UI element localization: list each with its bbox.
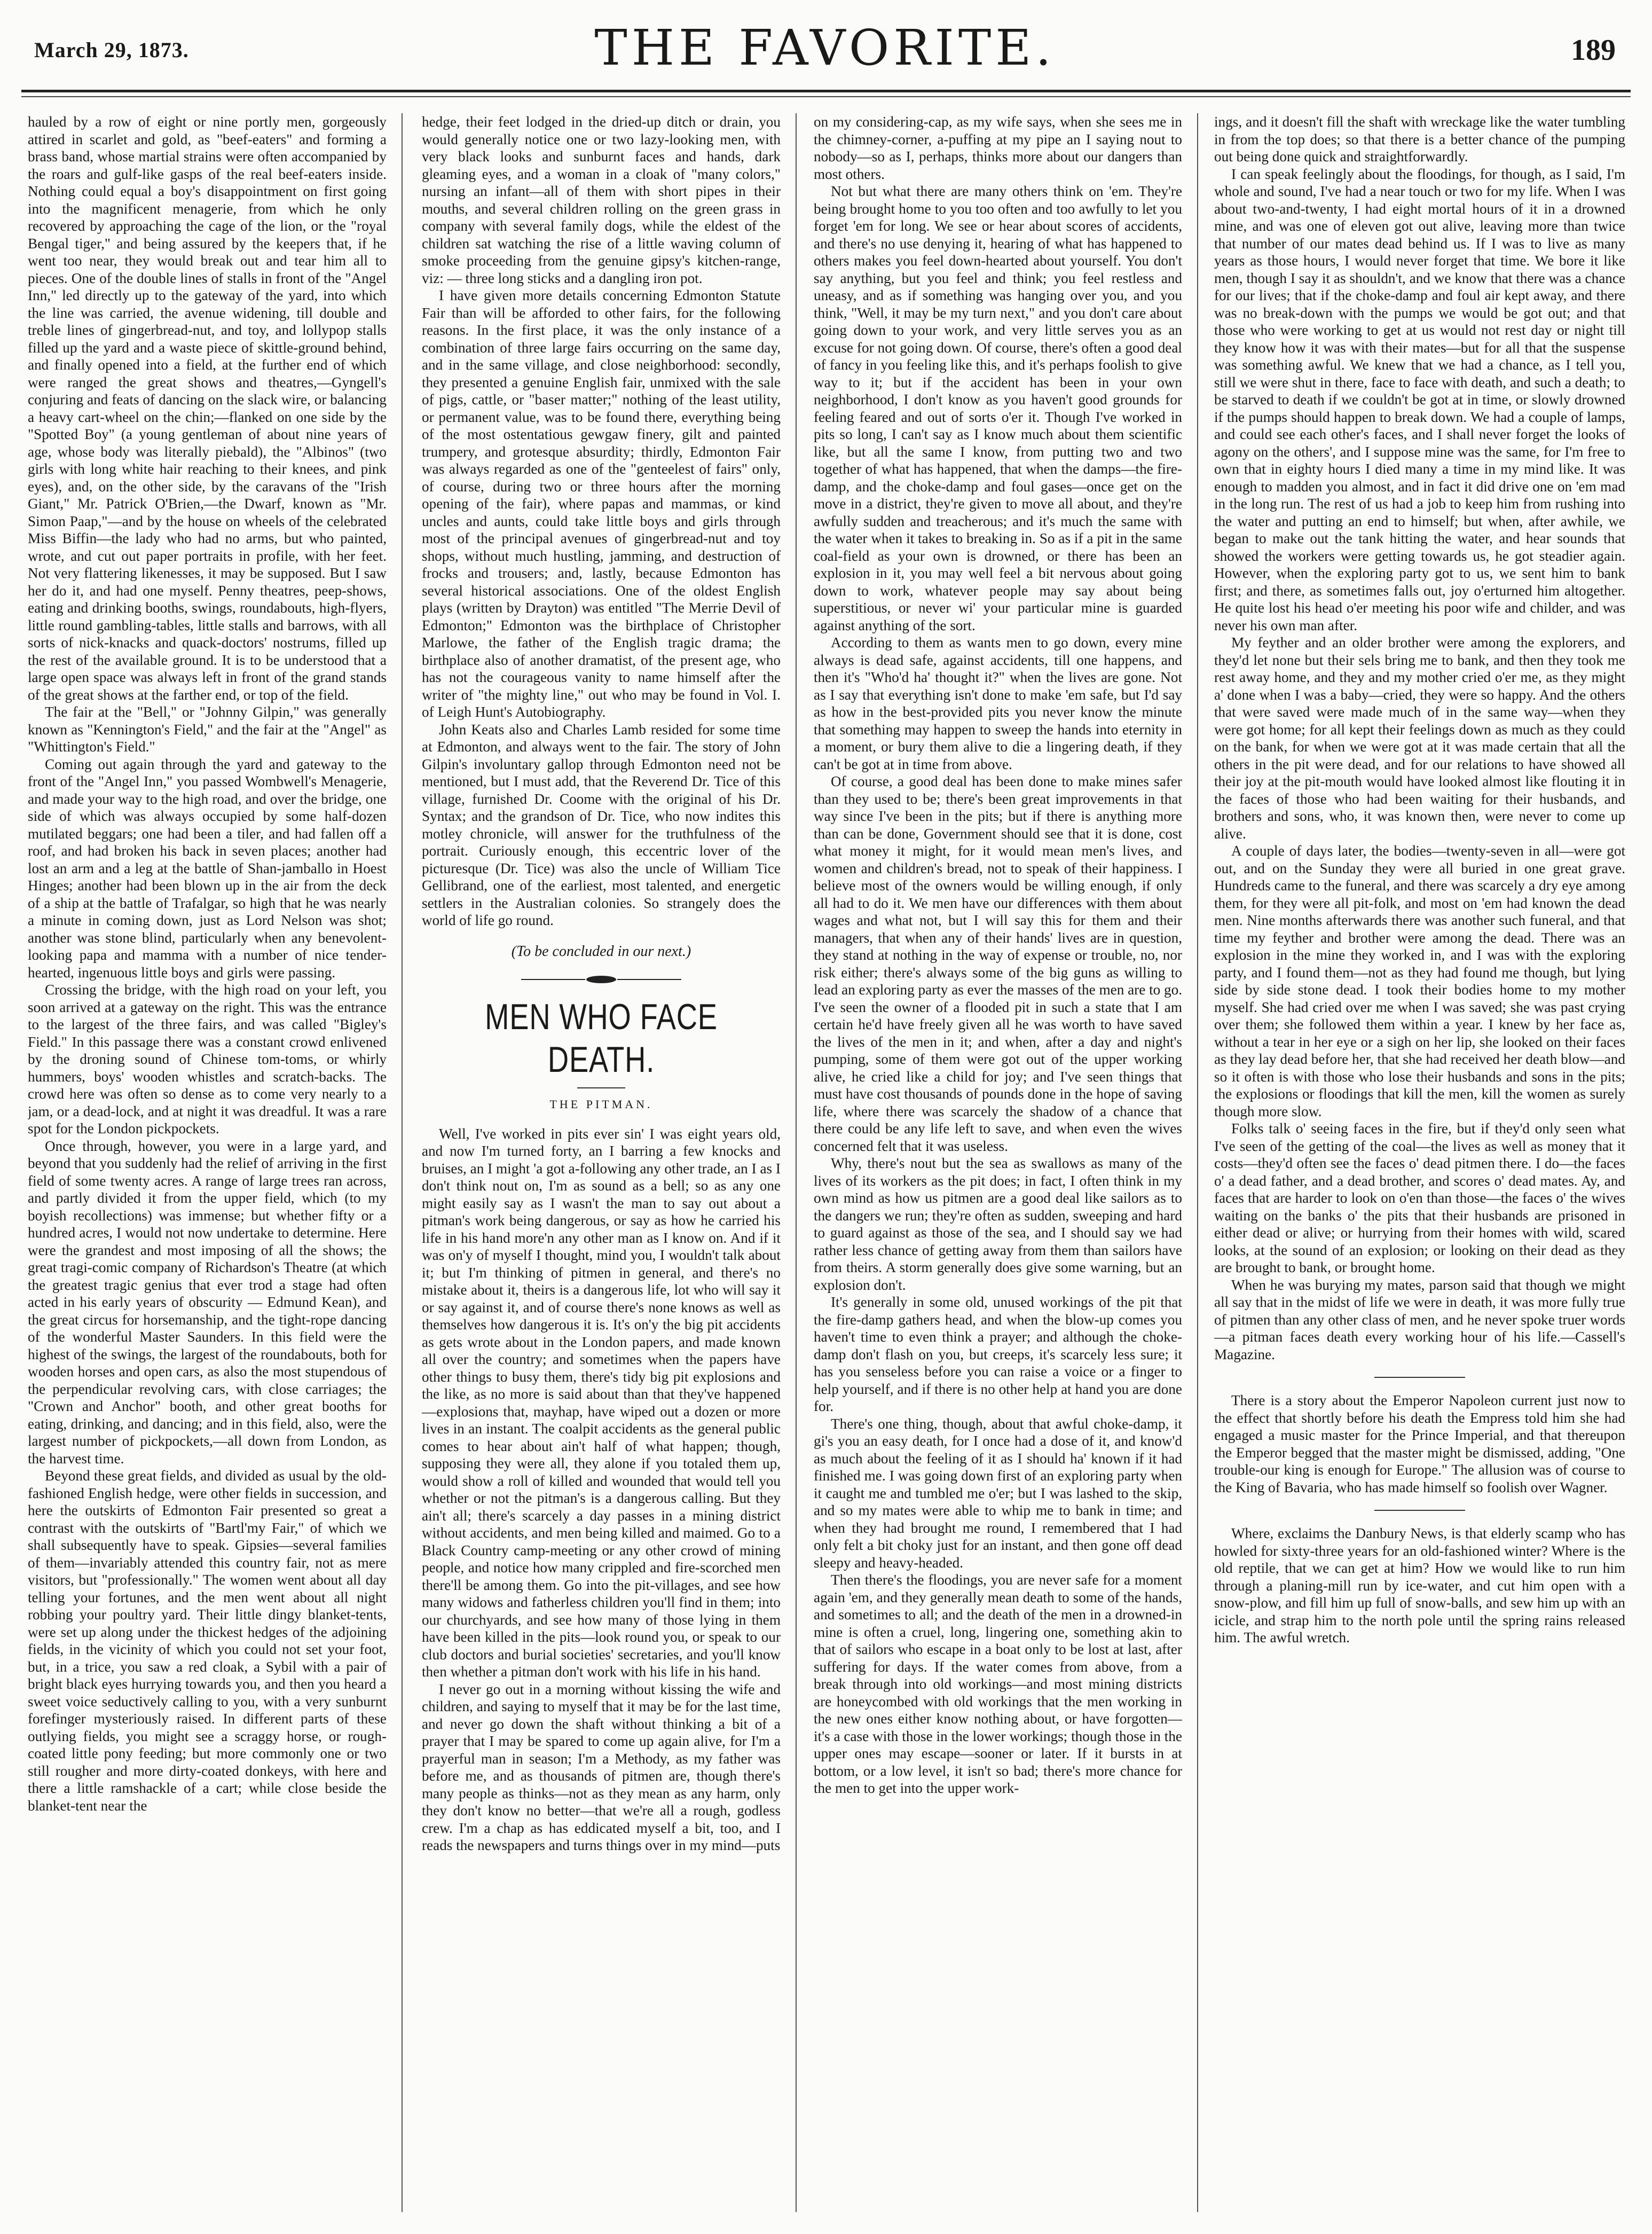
column-divider-3: [1197, 113, 1198, 2212]
paragraph: I can speak feelingly about the floodings, for though, as I said, I'm whole and sound, I've had a near touch or two for my life. When I was about two-and-twenty, I had eight mortal hours of it in a drowned mine, and was one of eleven got out alive, leaving more than twice that number of our mates dead behind us. If I was to live as many years as those hours, I would never forget that time. We bore it like men, though I say it as shouldn't, and we know that there was a chance for our lives; that if the choke-damp and foul air kept away, and there was no break-down with the pumps we would be got out; and that those who were working to get at us would not rest day or night till they know how it was with their mates—but for all that the suspense was something awful. We knew that we had a chance, as I tell you, still we were shut in there, face to face with death, and such a death; to be starved to death if we couldn't be got at in time, or slowly drowned if the pumps should happen to break down. We had a couple of lamps, and could see each other's faces, and I shall never forget the looks of agony on the others', and I suppose mine was the same, for I'm free to own that in eighty hours I died many a time in my mind like. It was enough to madden you almost, and in fact it did drive one on 'em mad in the long run. The rest of us had a job to keep him from rushing into the water and putting an end to himself; but when, after awhile, we began to make out the tank hitting the water, and hear sounds that showed the workers were getting towards us, he got steadier again. However, when the exploring party got to us, we sent him to bank first; and there, as sometimes falls out, joy o'erturned him altogether. He quite lost his head o'er meeting his poor wife and childer, and was never his own man after.: [1214, 166, 1625, 633]
column-divider-1: [402, 113, 403, 2212]
ornament-divider-icon: [521, 974, 681, 985]
paragraph: Folks talk o' seeing faces in the fire, but if they'd only seen what I've seen of the getting of the coal—the lives as well as money that it costs—they'd often see the faces o' dead pitmen there. I do—the faces o' a dead father, and a dead brother, and scores o' dead mates. Ay, and faces that are harder to look on o'en than those—the faces o' the wives waiting on the banks o' the pits that their husbands are prisoned in either dead or alive; or hurrying from their homes with wild, scared looks, at the sound of an explosion; or looking on their dead as they are brought to bank, or brought home.: [1214, 1120, 1625, 1275]
paragraph: Once through, however, you were in a large yard, and beyond that you suddenly had the relief of arriving in the first field of some twenty acres. A range of large trees ran across, and partly divided it from the upper field, which (to my boyish recollections) was immense; but whether fifty or a hundred acres, I would not now undertake to determine. Here were the grandest and most imposing of all the shows; the great tragi-comic company of Richardson's Theatre (at which the greatest tragic genius that ever trod a stage had often acted in his early years of obscurity — Edmund Kean), and the great circus for horsemanship, and the tight-rope dancing of the wonderful Master Saunders. In this field were the highest of the swings, the largest of the roundabouts, both for wooden horses and open cars, as also the most stupendous of the perpendicular revolving cars, with close carriages; the "Crown and Anchor" booth, and other great booths for eating, drinking, and dancing; and in this field, also, were the largest number of pickpockets,—all down from London, as the harvest time.: [28, 1138, 387, 1467]
paragraph: My feyther and an older brother were among the explorers, and they'd let none but their sels bring me to bank, and then they took me rest away home, and they and my mother cried o'er me, as they might a' done when I was a baby—cried, they were so happy. And the others that were saved were made much of in the same way—when they were got home; for all kept their feelings down as much as they could on the bank, for when we were got at it was made certain that all the others in the pit were dead, and for our relations to have showed all their joy at the pit-mouth would have looked almost like flouting it in the faces of those who had been waiting for their husbands, and brothers and sons, who, it was known then, were never to come up alive.: [1214, 634, 1625, 842]
paragraph: When he was burying my mates, parson said that though we might all say that in the midst of life we were in death, it was more fully true of pitmen than any other class of men, and he never spoke truer words—a pitman faces death every working hour of his life.—Cassell's Magazine.: [1214, 1276, 1625, 1362]
paragraph: It's generally in some old, unused workings of the pit that the fire-damp gathers head, and when the blow-up comes you haven't time to even think a prayer; and although the choke-damp don't flash on you, but creeps, it's scarcely less sure; it has you senseless before you can raise a voice or a finger to help yourself, and if there is no other help at hand you are done for.: [814, 1294, 1182, 1414]
paragraph: The fair at the "Bell," or "Johnny Gilpin," was generally known as "Kennington's Field," and the fair at the "Angel" as "Whittington's Field.": [28, 704, 387, 755]
column-divider-2: [796, 113, 797, 2212]
paragraph: Of course, a good deal has been done to make mines safer than they used to be; there's been great improvements in that way since I've been in the pits; but if there is anything more than can be done, Government should see that it is done, cost what money it might, for it would mean men's lives, and women and children's bread, not to speak of their happiness. I believe most of the owners would be willing enough, if only all had to do it. We men have our differences with them about wages and what not, but I will say this for them and their managers, that when any of their hands' lives are in question, they stand at nothing in the way of expense or trouble, no, nor risk either; there's always some of the big guns as willing to lead an exploring party as ever the masses of the men are to go. I've seen the owner of a flooded pit in such a state that I am certain he'd have freely given all he was worth to have saved the lives of the men in it; and when, after a day and night's pumping, some of them were got out of the upper working alive, he cried like a child for joy; and I've seen things that must have cost thousands of pounds done in the hope of saving life, where there was scarcely the shadow of a chance that there could be any life left to save, and when even the wives concerned felt that it was useless.: [814, 773, 1182, 1154]
paragraph: I have given more details concerning Edmonton Statute Fair than will be afforded to other fairs, for the following reasons. In the first place, it was the only instance of a combination of three large fairs occurring on the same day, and in the same village, and close neighborhood: secondly, they presented a genuine English fair, unmixed with the sale of pigs, cattle, or "baser matter;" nothing of the least utility, or permanent value, was to be found there, everything being of the most ostentatious gewgaw finery, gilt and painted trumpery, and grotesque absurdity; thirdly, Edmonton Fair was always regarded as one of the "genteelest of fairs" only, of course, during two or three hours after the morning opening of the fair), where papas and mammas, or kind uncles and aunts, could take little boys and girls through most of the principal avenues of gingerbread-nut and toy shops, without much hustling, jamming, and destruction of frocks and trousers; and, lastly, because Edmonton has several historical associations. One of the oldest English plays (written by Drayton) was entitled "The Merrie Devil of Edmonton;" Edmonton was the birthplace of Christopher Marlowe, the father of the English tragic drama; the birthplace also of another dramatist, of the present age, who has not the courageous vanity to name himself after the writer of "the mighty line," out who may be found in Vol. I. of Leigh Hunt's Autobiography.: [422, 287, 781, 720]
paragraph: There is a story about the Emperor Napoleon current just now to the effect that shortly before his death the Empress told him she had engaged a music master for the Prince Imperial, and that thereupon the Emperor begged that the master might be dismissed, adding, "One trouble-our king is enough for Europe." The allusion was of course to the King of Bavaria, who has made himself so foolish over Wagner.: [1214, 1392, 1625, 1495]
masthead: [21, 10, 1629, 90]
masthead-rule-bottom: [21, 96, 1631, 97]
article-subhead: THE PITMAN.: [549, 1098, 653, 1111]
newspaper-title: THE FAVORITE.: [594, 19, 1056, 76]
paragraph: hedge, their feet lodged in the dried-up ditch or drain, you would generally notice one or two lazy-looking men, with very black looks and sunburnt faces and hands, dark gleaming eyes, and a woman in a cloak of "many colors," nursing an infant—all of them with short pipes in their mouths, and several children rolling on the green grass in company with several family dogs, while the eldest of the children sat watching the rise of a little waving column of smoke proceeding from the genuine gipsy's kitchen-range, viz: — three long sticks and a dangling iron pot.: [422, 114, 781, 286]
paragraph: A couple of days later, the bodies—twenty-seven in all—were got out, and on the Sunday they were all buried in one great grave. Hundreds came to the funeral, and there was scarcely a dry eye among them, for they were all pit-folk, and most on 'em had known the dead men. Nine months afterwards there was another such funeral, and that time my feyther and brother were among the dead. There was an explosion in the mine they worked in, and I was with the exploring party, and I found them—not as they had found me though, but lying side by side stone dead. I took their bodies home to my mother myself. She had cried over me when I was saved; she was past crying over them; she followed them within a year. I knew by her face as, without a tear in her eye or a sigh on her lip, she looked on their faces as they lay dead before her, that she had received her death blow—and so it often is with those who lose their husbands and sons in the pits; the explosions or floodings that kill the men, kill the women as surely though more slow.: [1214, 843, 1625, 1119]
paragraph: on my considering-cap, as my wife says, when she sees me in the chimney-corner, a-puffing at my pipe an I saying nout to nobody—so as I, perhaps, thinks more about our dangers than most others.: [814, 114, 1182, 182]
issue-date: March 29, 1873.: [34, 38, 189, 62]
paragraph: Then there's the floodings, you are never safe for a moment again 'em, and they generally mean death to some of the hands, and sometimes to all; and the death of the men in a drowned-in mine is often a cruel, long, lingering one, something akin to that of sailors who escape in a boat only to be lost at last, after suffering for days. If the water comes from above, from a break through into old workings—and most mining districts are honeycombed with old workings that the men working in the new ones either know nothing about, or have forgotten—it's a case with those in the lower workings; though those in the upper ones may escape—sooner or later. If it bursts in at bottom, or a low level, it isn't so bad; there's more chance for the men to get into the upper work-: [814, 1572, 1182, 1796]
masthead-rule-top: [21, 90, 1631, 92]
paragraph: Beyond these great fields, and divided as usual by the old-fashioned English hedge, were other fields in succession, and here the outskirts of Edmonton Fair presented so great a contrast with the outskirts of "Bartl'my Fair," of which we shall subsequently have to speak. Gipsies—several families of them—invariably attended this country fair, not as mere visitors, but "professionally." The women went about all day telling your fortunes, and the men went about all night robbing your poultry yard. Their little dingy blanket-tents, were set up along under the thickest hedges of the adjoining fields, in the vicinity of which you could not set your foot, but, in a trice, you saw a red cloak, a Sybil with a pair of bright black eyes hurrying towards you, and then you heard a sweet voice seductively calling to you, with a very sunburnt forefinger mysteriously raised. In different parts of these outlying fields, you might see a scraggy horse, or rough-coated little pony feeding; but more commonly one or two still rougher and more dirty-coated donkeys, with here and there a little ramshackle of a cart; while close beside the blanket-tent near the: [28, 1468, 387, 1814]
paragraph: ings, and it doesn't fill the shaft with wreckage like the water tumbling in from the top does; so that there is a better chance of the pumping out being done quick and straightforwardly.: [1214, 114, 1625, 164]
title-rule: [577, 1087, 625, 1088]
paragraph: Not but what there are many others think on 'em. They're being brought home to you too often and too awfully to let you forget 'em for long. We see or hear about scores of accidents, and there's no use denying it, hearing of what has happened to others makes you feel down-hearted about yourself. You don't say anything, but you feel and think; you feel restless and uneasy, and as if something was hanging over you, and you think, "Well, it may be my turn next," and you don't care about going down to your work, and very little serves you as an excuse for not going down. Of course, there's often a good deal of fancy in you feeling like this, and it's perhaps foolish to give way to it; but if the accident has been in your own neighborhood, I don't know as you haven't good grounds for feeling feared and out of sorts o'er it. Though I've worked in pits so long, I can't say as I know much about them scientific like, but all the same I know, from putting two and two together of what has happened, that when the damps—the fire-damp, and the choke-damp and foul gases—once get on the move in a district, they're given to move all about, and they're awfully sudden and treacherous; and it's much the same with the water when it takes to breaking in. So as if a pit in the same coal-field as your own is drowned, or there has been an explosion in it, you may well feel a bit nervous about going down to work, whatever people may say about being superstitious, or never wi' your particular mine is guarded against anything of the sort.: [814, 183, 1182, 633]
paragraph: John Keats also and Charles Lamb resided for some time at Edmonton, and always went to the fair. The story of John Gilpin's involuntary gallop through Edmonton need not be mentioned, but I must add, that the Reverend Dr. Tice of this village, furnished Dr. Coome with the original of his Dr. Syntax; and the grandson of Dr. Tice, who now indites this motley chronicle, will answer for the truthfulness of the portrait. Curiously enough, this eccentric lover of the picturesque (Dr. Tice) was also the uncle of William Tice Gellibrand, one of the earliest, most talented, and energetic settlers in the Australian colonies. So strangely does the world of life go round.: [422, 721, 781, 928]
paragraph: Where, exclaims the Danbury News, is that elderly scamp who has howled for sixty-three years for an old-fashioned winter? Where is the old reptile, that we can get at him? How we would like to run him through a planing-mill run by ice-water, and cut him open with a snow-plow, and fill him up full of snow-balls, and sew him up with an icicle, and strap him to the north pole until the spring rains released him. The awful wretch.: [1214, 1525, 1625, 1645]
paragraph: There's one thing, though, about that awful choke-damp, it gi's you an easy death, for I once had a dose of it, and know'd as much about the feeling of it as I should ha' known if it had finished me. I was going down first of an exploring party when it caught me and tumbled me o'er; but I was lashed to the skip, and so my mates were able to whip me to bank in time; and when they had brought me round, I remembered that I had only felt a bit choky just for an instant, and then gone off dead sleepy and heavy-headed.: [814, 1415, 1182, 1571]
paragraph: hauled by a row of eight or nine portly men, gorgeously attired in scarlet and gold, as "beef-eaters" and forming a brass band, whose martial strains were often accompanied by the roars and gulf-like gasps of the real beef-eaters inside. Nothing could equal a boy's disappointment on first going into the magnificent menagerie, from which he only recovered by approaching the cage of the lion, or the "royal Bengal tiger," and being assured by the keepers that, if he went too near, they would break out and tear him all to pieces. One of the double lines of stalls in front of the "Angel Inn," led directly up to the gateway of the yard, into which the line was carried, the avenue widening, till double and treble lines of gingerbread-nut, and toy, and lollypop stalls filled up the yard and a waste piece of skittle-ground behind, and finally opened into a field, at the further end of which were ranged the great shows and theatres,—Gyngell's conjuring and feats of dancing on the slack wire, or balancing a heavy cart-wheel on the chin;—flanked on one side by the "Spotted Boy" (a young gentleman of about nine years of age, whose body was literally piebald), the "Albinos" (two girls with long white hair reaching to their knees, and pink eyes), and, on the other side, by the caravans of the "Irish Giant," Mr. Patrick O'Brien,—the Dwarf, known as "Mr. Simon Paap,"—and by the house on wheels of the celebrated Miss Biffin—the lady who had no arms, but who painted, wrote, and cut out paper portraits in profile, with her feet. Not very flattering likenesses, it may be supposed. But I saw her do it, and had one myself. Penny theatres, peep-shows, eating and drinking booths, swings, roundabouts, high-flyers, little round gambling-tables, little stalls and barrows, with all sorts of nick-knacks and quack-doctors' nostrums, filled up the rest of the available ground. It is to be understood that a large open space was always left in front of the grand stands of the great shows at the farther end, or top of the field.: [28, 114, 387, 703]
article-title: MEN WHO FACE DEATH.: [485, 997, 718, 1080]
paragraph: Crossing the bridge, with the high road on your left, you soon arrived at a gateway on the right. This was the entrance to the largest of the three fairs, and was called "Bigley's Field." In this passage there was a constant crowd enlivened by the droning sound of Chinese tom-toms, or whirly hummers, boys' wooden whistles and scratch-backs. The crowd here was often so dense as to come very nearly to a jam, or a dead-lock, and at night it was dreadful. It was a rare spot for the London pickpockets.: [28, 982, 387, 1136]
paragraph: Coming out again through the yard and gateway to the front of the "Angel Inn," you passed Wombwell's Menagerie, and made your way to the high road, and over the bridge, one side of which was always occupied by some half-dozen mutilated beggars; one had been a tiler, and had fallen off a roof, and had broken his back in seven places; another had lost an arm and a leg at the battle of Shan-jamballo in Hoest Hinges; another had been blown up in the air from the deck of a ship at the battle of Trafalgar, so high that he was nearly a minute in coming down, just as Lord Nelson was shot; another was stone blind, particularly when any benevolent-looking papa and mamma with a number of nice tender-hearted, ingenuous little boys and girls were passing.: [28, 756, 387, 981]
paragraph: Well, I've worked in pits ever sin' I was eight years old, and now I'm turned forty, an I barring a few knocks and bruises, an I might 'a got a-following any other trade, an I as I don't think nout on, I'm as sound as a bell; so as any one might easily say as I wasn't the man to say out about a pitman's work being dangerous, or say as how he carried his life in his hand more'n any other man as I know on. And if it was on'y of myself I thought, mind you, I wouldn't talk about it; but I'm thinking of pitmen in general, and there's no mistake about it, theirs is a dangerous life, lot who will say it or say against it, and of course there's none knows as well as themselves how dangerous it is. It's on'y the big pit accidents as gets wrote about in the London papers, and made known all over the country; and sometimes when the papers have other things to busy them, there's tidy big pit explosions and the like, as no more is said about than that they've happened—explosions that, mayhap, have wiped out a dozen or more lives in an instant. The coalpit accidents as the general public comes to hear about ain't half of what happen; though, supposing they were all, they alone if you totaled them up, would show a roll of killed and wounded that would tell you whether or not the pitman's is a dangerous calling. But they ain't all; there's scarcely a day passes in a mining district without accidents, and men being killed and maimed. Go to a Black Country camp-meeting or any other crowd of mining people, and notice how many crippled and fire-scorched men there'll be among them. Go into the pit-villages, and see how many widows and fatherless children you'll find in them; into our churchyards, and see how many of those lying in them have been killed in the pits—look round you, or speak to our club doctors and burial societies' secretaries, and you'll know then whether a pitman don't work with his life in his hand.: [422, 1125, 781, 1680]
continued-note: (To be concluded in our next.): [511, 943, 691, 960]
section-rule: [1374, 1510, 1465, 1511]
section-rule: [1374, 1377, 1465, 1378]
page-number: 189: [1571, 34, 1616, 67]
column-4: [1214, 113, 1625, 2212]
column-3: [814, 113, 1182, 2212]
column-1: [28, 113, 387, 2212]
column-2: [422, 113, 781, 2212]
paragraph: I never go out in a morning without kissing the wife and children, and saying to myself that it may be for the last time, and never go down the shaft without thinking a bit of a prayer that I may be spared to come up again alive, for I'm a prayerful man in season; I'm a Methody, as my father was before me, and as thousands of pitmen are, though there's many people as thinks—not as they mean as any harm, only they don't know no better—that we're all a rough, godless crew. I'm a chap as has eddicated myself a bit, too, and I reads the newspapers and turns things over in my mind—puts: [422, 1681, 781, 1853]
paragraph: According to them as wants men to go down, every mine always is dead safe, against accidents, till one happens, and then it's "Who'd ha' thought it?" when the lives are gone. Not as I say that everything isn't done to make 'em safe, but I'd say as how in the best-provided pits you never know the minute that something may happen to sweep the hands into eternity in a moment, or bury them alive to die a lingering death, if they can't be got at in time from above.: [814, 634, 1182, 772]
paragraph: Why, there's nout but the sea as swallows as many of the lives of its workers as the pit does; in fact, I often think in my own mind as how us pitmen are a good deal like sailors as to the dangers we run; they're often as sudden, sweeping and hard to guard against as those of the sea, and I should say we had rather less chance of getting away from them than sailors have from theirs. A storm generally does give some warning, but an explosion don't.: [814, 1155, 1182, 1293]
